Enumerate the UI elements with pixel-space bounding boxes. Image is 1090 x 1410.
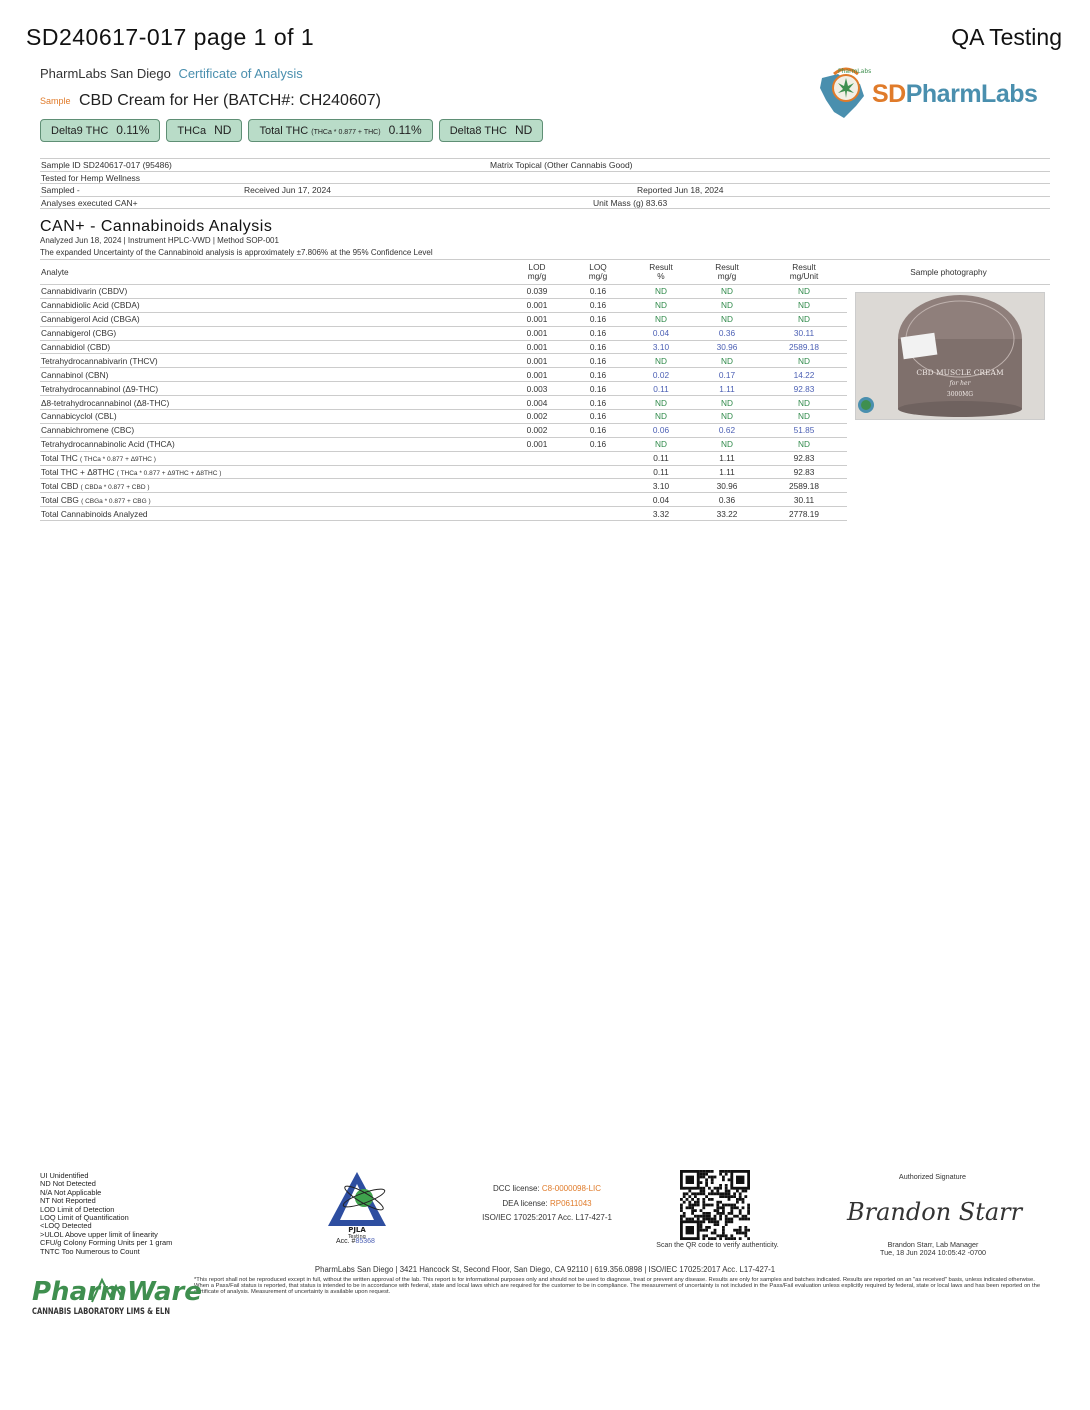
analyte-name: Cannabidiolic Acid (CBDA) xyxy=(40,298,507,312)
total-mg: 1.11 xyxy=(693,465,761,479)
loq-value: 0.16 xyxy=(567,396,629,410)
analyte-name: Δ8-tetrahydrocannabinol (Δ8-THC) xyxy=(40,396,507,410)
legend-item: LOD Limit of Detection xyxy=(40,1204,115,1214)
certificate-label: Certificate of Analysis xyxy=(178,66,303,81)
result-mg: 1.11 xyxy=(693,382,761,396)
lod-value: 0.001 xyxy=(507,340,567,354)
result-pct: 3.10 xyxy=(629,340,693,354)
total-row xyxy=(40,465,1050,479)
sample-id: Sample ID SD240617-017 (95486) xyxy=(41,160,172,170)
result-mg: ND xyxy=(693,312,761,326)
svg-text:PharmWare: PharmWare xyxy=(32,1277,202,1307)
result-pct: ND xyxy=(629,298,693,312)
loq-value: 0.16 xyxy=(567,410,629,424)
legend-item: NT Not Reported xyxy=(40,1196,96,1206)
result-pct: ND xyxy=(629,437,693,451)
col-result-pct: Result % xyxy=(629,260,693,285)
matrix: Matrix Topical (Other Cannabis Good) xyxy=(490,160,633,170)
total-pct: 3.32 xyxy=(629,507,693,521)
sample-photo xyxy=(855,292,1045,420)
result-pct: 0.02 xyxy=(629,368,693,382)
loq-value: 0.16 xyxy=(567,326,629,340)
sample-line xyxy=(40,92,381,110)
qr-caption: Scan the QR code to verify authenticity. xyxy=(656,1242,779,1249)
analyte-name: Cannabigerol Acid (CBGA) xyxy=(40,312,507,326)
result-unit: ND xyxy=(761,396,847,410)
california-emblem-icon xyxy=(816,66,876,122)
empty-cell xyxy=(507,465,567,479)
reported: Reported Jun 18, 2024 xyxy=(637,185,724,195)
analyte-name: Cannabidivarin (CBDV) xyxy=(40,285,507,299)
svg-text:CANNABIS LABORATORY LIMS & ELN: CANNABIS LABORATORY LIMS & ELN xyxy=(32,1307,170,1317)
total-unit: 92.83 xyxy=(761,465,847,479)
result-unit: ND xyxy=(761,285,847,299)
result-unit: ND xyxy=(761,354,847,368)
footer-address: PharmLabs San Diego | 3421 Hancock St, Second Floor, San Diego, CA 92110 | 619.356.0898 | ISO/IEC 17025:2017 Acc. L17-427-1 xyxy=(314,1265,776,1274)
result-mg: 0.36 xyxy=(693,326,761,340)
legend-item: N/A Not Applicable xyxy=(40,1187,102,1197)
result-mg: ND xyxy=(693,298,761,312)
qr-code-icon xyxy=(680,1170,750,1240)
analysis-instrument: Analyzed Jun 18, 2024 | Instrument HPLC-VWD | Method SOP-001 xyxy=(40,236,279,245)
received: Received Jun 17, 2024 xyxy=(244,185,331,195)
result-mg: ND xyxy=(693,285,761,299)
photo-cell xyxy=(847,479,1050,493)
table-header-row xyxy=(40,260,1050,285)
total-pct: 0.11 xyxy=(629,465,693,479)
loq-value: 0.16 xyxy=(567,312,629,326)
result-pct: ND xyxy=(629,285,693,299)
total-unit: 30.11 xyxy=(761,493,847,507)
total-mg: 33.22 xyxy=(693,507,761,521)
total-row xyxy=(40,479,1050,493)
pharmware-logo xyxy=(32,1272,202,1322)
result-mg: 0.17 xyxy=(693,368,761,382)
handwritten-signature xyxy=(843,1190,1023,1230)
lab-line xyxy=(40,66,303,81)
result-pct: ND xyxy=(629,396,693,410)
sampled: Sampled - xyxy=(41,185,80,195)
badge-thca: THCa ND xyxy=(166,119,242,142)
photo-cell xyxy=(847,451,1050,465)
sample-label: Sample xyxy=(40,95,71,106)
result-unit: 2589.18 xyxy=(761,340,847,354)
result-pct: 0.11 xyxy=(629,382,693,396)
total-label: Total Cannabinoids Analyzed xyxy=(40,507,507,521)
analyte-name: Cannabichromene (CBC) xyxy=(40,423,507,437)
empty-cell xyxy=(507,507,567,521)
analyses-executed: Analyses executed CAN+ xyxy=(41,197,138,208)
result-mg: 0.62 xyxy=(693,423,761,437)
result-mg: 30.96 xyxy=(693,340,761,354)
legend-item: CFU/g Colony Forming Units per 1 gram xyxy=(40,1238,173,1248)
total-mg: 1.11 xyxy=(693,451,761,465)
col-loq: LOQ mg/g xyxy=(567,260,629,285)
abbreviation-legend xyxy=(40,1172,172,1256)
legend-item: >ULOL Above upper limit of linearity xyxy=(40,1229,158,1239)
lod-value: 0.001 xyxy=(507,368,567,382)
signature-heading: Authorized Signature xyxy=(898,1172,967,1181)
total-row xyxy=(40,451,1050,465)
loq-value: 0.16 xyxy=(567,382,629,396)
lod-value: 0.001 xyxy=(507,354,567,368)
result-unit: ND xyxy=(761,437,847,451)
empty-cell xyxy=(567,493,629,507)
loq-value: 0.16 xyxy=(567,437,629,451)
svg-text:PJLA: PJLA xyxy=(348,1226,366,1234)
photo-cell xyxy=(847,493,1050,507)
legend-item: UI Unidentified xyxy=(40,1171,89,1180)
unit-mass: Unit Mass (g) 83.63 xyxy=(593,197,668,208)
total-unit: 92.83 xyxy=(761,451,847,465)
signatory xyxy=(848,1241,1018,1258)
summary-badges xyxy=(40,119,543,142)
analysis-uncertainty: The expanded Uncertainty of the Cannabinoid analysis is approximately ±7.806% at the 95% Confidence Level xyxy=(40,248,433,257)
lab-name: PharmLabs San Diego xyxy=(40,66,171,81)
svg-text:Brandon Starr: Brandon Starr xyxy=(847,1198,1023,1226)
badge-delta9-thc: Delta9 THC 0.11% xyxy=(40,119,160,142)
lod-value: 0.002 xyxy=(507,423,567,437)
total-row xyxy=(40,493,1050,507)
license-info xyxy=(452,1182,642,1226)
photo-cell xyxy=(847,423,1050,437)
loq-value: 0.16 xyxy=(567,423,629,437)
table-row xyxy=(40,423,1050,437)
analyte-name: Tetrahydrocannabinol (Δ9-THC) xyxy=(40,382,507,396)
signature-date: Tue, 18 Jun 2024 10:05:42 -0700 xyxy=(879,1248,987,1258)
result-unit: 30.11 xyxy=(761,326,847,340)
analyte-name: Cannabicyclol (CBL) xyxy=(40,410,507,424)
analyte-name: Tetrahydrocannabinolic Acid (THCA) xyxy=(40,437,507,451)
signatory-name: Brandon Starr, Lab Manager xyxy=(887,1240,979,1249)
empty-cell xyxy=(507,479,567,493)
col-photo: Sample photography xyxy=(847,260,1050,285)
lod-value: 0.003 xyxy=(507,382,567,396)
total-mg: 30.96 xyxy=(693,479,761,493)
total-unit: 2778.19 xyxy=(761,507,847,521)
dcc-license: DCC license: C8-0000098-LIC xyxy=(492,1184,602,1193)
lod-value: 0.004 xyxy=(507,396,567,410)
total-label: Total THC + Δ8THC ( THCa * 0.877 + Δ9THC + Δ8THC ) xyxy=(40,465,507,479)
legend-item: ND Not Detected xyxy=(40,1179,96,1189)
iso-accreditation: ISO/IEC 17025:2017 Acc. L17-427-1 xyxy=(482,1213,612,1222)
analyte-name: Cannabinol (CBN) xyxy=(40,368,507,382)
total-pct: 3.10 xyxy=(629,479,693,493)
total-pct: 0.11 xyxy=(629,451,693,465)
lod-value: 0.001 xyxy=(507,326,567,340)
pjla-acc-number: Acc. #85368 xyxy=(336,1238,375,1245)
empty-cell xyxy=(567,479,629,493)
svg-text:CBD MUSCLE CREAM: CBD MUSCLE CREAM xyxy=(916,368,1004,377)
legend-item: <LOQ Detected xyxy=(40,1221,92,1231)
result-unit: ND xyxy=(761,298,847,312)
loq-value: 0.16 xyxy=(567,340,629,354)
analyte-name: Cannabidiol (CBD) xyxy=(40,340,507,354)
logo-wordmark: SDPharmLabs xyxy=(872,80,1038,108)
result-pct: 0.06 xyxy=(629,423,693,437)
lod-value: 0.001 xyxy=(507,437,567,451)
tested-for: Tested for Hemp Wellness xyxy=(41,172,141,183)
footer-disclaimer: *This report shall not be reproduced except in full, without the written approval of the lab. This report is for informational purposes only and should not be used to diagnose, treat or prevent any disease. Results are only for samples and batches indicated. Results are reported on an "as received" basis, unless indicated otherwise. When a Pass/Fail status is reported, that status is intended to be in accordance with federal, state and local laws which are required for the customer to be in compliance. The measurement of uncertainty is not included in the Pass/Fail evaluation unless explicitly required by federal, state or local laws and has been reported on the certificate of analysis. Measurement of uncertainty is available upon request. xyxy=(194,1277,1041,1295)
result-pct: 0.04 xyxy=(629,326,693,340)
empty-cell xyxy=(567,465,629,479)
loq-value: 0.16 xyxy=(567,368,629,382)
analysis-title: CAN+ - Cannabinoids Analysis xyxy=(40,218,273,235)
col-result-mg: Result mg/g xyxy=(693,260,761,285)
result-unit: 51.85 xyxy=(761,423,847,437)
result-pct: ND xyxy=(629,410,693,424)
sample-info xyxy=(40,158,1050,209)
photo-cell xyxy=(847,437,1050,451)
svg-text:PharmLabs: PharmLabs xyxy=(838,68,872,75)
result-pct: ND xyxy=(629,312,693,326)
empty-cell xyxy=(507,493,567,507)
analyte-name: Cannabigerol (CBG) xyxy=(40,326,507,340)
cream-jar-image xyxy=(856,293,1044,419)
analyte-name: Tetrahydrocannabivarin (THCV) xyxy=(40,354,507,368)
total-row xyxy=(40,507,1050,521)
lod-value: 0.039 xyxy=(507,285,567,299)
result-mg: ND xyxy=(693,396,761,410)
result-unit: 14.22 xyxy=(761,368,847,382)
lod-value: 0.002 xyxy=(507,410,567,424)
result-unit: ND xyxy=(761,312,847,326)
loq-value: 0.16 xyxy=(567,298,629,312)
page-id: SD240617-017 page 1 of 1 xyxy=(26,24,315,50)
svg-text:Testing: Testing xyxy=(348,1234,366,1240)
result-mg: ND xyxy=(693,410,761,424)
result-unit: 92.83 xyxy=(761,382,847,396)
result-mg: ND xyxy=(693,437,761,451)
total-label: Total CBD ( CBDa * 0.877 + CBD ) xyxy=(40,479,507,493)
empty-cell xyxy=(507,451,567,465)
legend-item: TNTC Too Numerous to Count xyxy=(40,1246,140,1256)
svg-text:3000MG: 3000MG xyxy=(946,391,974,398)
loq-value: 0.16 xyxy=(567,354,629,368)
lod-value: 0.001 xyxy=(507,298,567,312)
badge-delta8-thc: Delta8 THC ND xyxy=(439,119,544,142)
doc-type: QA Testing xyxy=(951,24,1062,50)
pjla-icon xyxy=(322,1170,392,1238)
sample-name: CBD Cream for Her (BATCH#: CH240607) xyxy=(78,92,381,109)
verification-qr-code[interactable] xyxy=(680,1170,750,1240)
badge-total-thc: Total THC (THCa * 0.877 + THC) 0.11% xyxy=(248,119,432,142)
total-unit: 2589.18 xyxy=(761,479,847,493)
result-mg: ND xyxy=(693,354,761,368)
total-mg: 0.36 xyxy=(693,493,761,507)
photo-cell xyxy=(847,507,1050,521)
total-label: Total THC ( THCa * 0.877 + Δ9THC ) xyxy=(40,451,507,465)
lod-value: 0.001 xyxy=(507,312,567,326)
col-lod: LOD mg/g xyxy=(507,260,567,285)
table-row xyxy=(40,437,1050,451)
photo-cell xyxy=(847,465,1050,479)
loq-value: 0.16 xyxy=(567,285,629,299)
empty-cell xyxy=(567,451,629,465)
total-label: Total CBG ( CBGa * 0.877 + CBG ) xyxy=(40,493,507,507)
col-analyte: Analyte xyxy=(40,260,507,285)
dea-license: DEA license: RP0611043 xyxy=(502,1198,592,1208)
legend-item: LOQ Limit of Quantification xyxy=(40,1213,129,1223)
result-pct: ND xyxy=(629,354,693,368)
col-result-unit: Result mg/Unit xyxy=(761,260,847,285)
empty-cell xyxy=(567,507,629,521)
svg-text:for her: for her xyxy=(949,380,971,387)
sdpharmlabs-logo xyxy=(816,66,1046,122)
result-unit: ND xyxy=(761,410,847,424)
total-pct: 0.04 xyxy=(629,493,693,507)
